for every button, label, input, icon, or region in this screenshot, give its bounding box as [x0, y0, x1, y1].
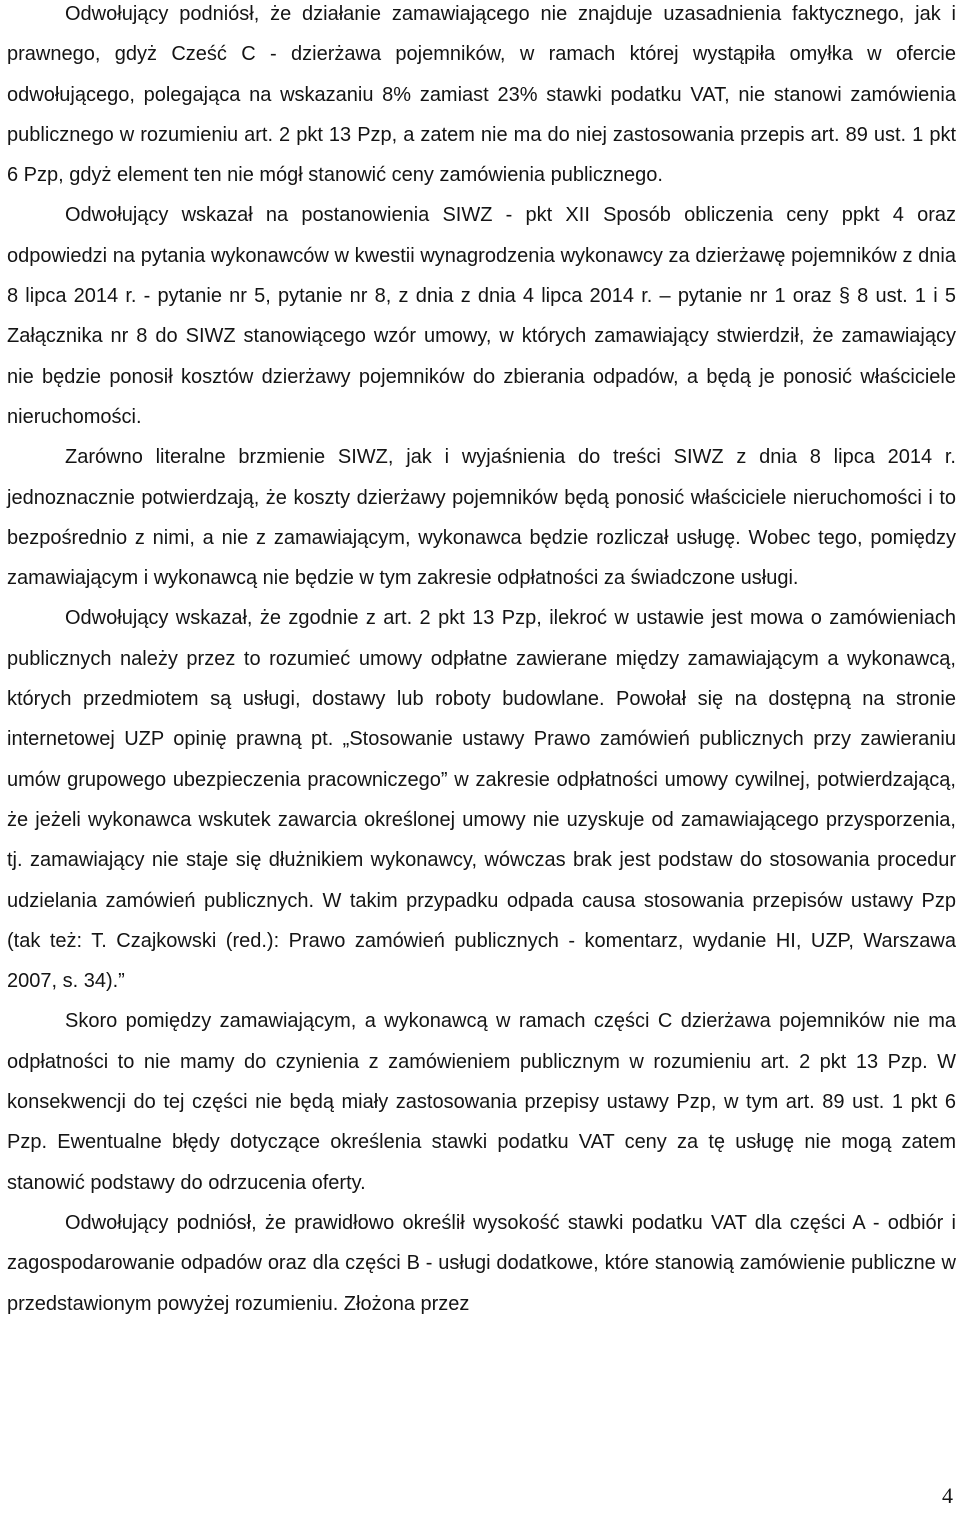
page-number: 4 [942, 1483, 953, 1508]
paragraph-4: Odwołujący wskazał, że zgodnie z art. 2 pkt 13 Pzp, ilekroć w ustawie jest mowa o zamówieniach publicznych należy przez to rozumieć umowy odpłatne zawierane między zamawiającym a wykonawcą, których przedmiotem są usługi, dostawy lub roboty budowlane. Powołał się na dostępną na stronie internetowej UZP opinię prawną pt. „Stosowanie ustawy Prawo zamówień publicznych przy zawieraniu umów grupowego ubezpieczenia pracowniczego” w zakresie odpłatności umowy cywilnej, potwierdzającą, że jeżeli wykonawca wskutek zawarcia określonej umowy nie uzyskuje od zamawiającego przysporzenia, tj. zamawiający nie staje się dłużnikiem wykonawcy, wówczas brak jest podstaw do stosowania procedur udzielania zamówień publicznych. W takim przypadku odpada causa stosowania przepisów ustawy Pzp (tak też: T. Czajkowski (red.): Prawo zamówień publicznych - komentarz, wydanie HI, UZP, Warszawa 2007, s. 34).” [7, 607, 956, 993]
paragraph-5: Skoro pomiędzy zamawiającym, a wykonawcą w ramach części C dzierżawa pojemników nie ma odpłatności to nie mamy do czynienia z zamówieniem publicznym w rozumieniu art. 2 pkt 13 Pzp. W konsekwencji do tej części nie będą miały zastosowania przepisy ustawy Pzp, w tym art. 89 ust. 1 pkt 6 Pzp. Ewentualne błędy dotyczące określenia stawki podatku VAT ceny za tę usługę nie mogą zatem stanowić podstawy do odrzucenia oferty. [7, 1010, 956, 1194]
paragraph-3: Zarówno literalne brzmienie SIWZ, jak i wyjaśnienia do treści SIWZ z dnia 8 lipca 2014 r. jednoznacznie potwierdzają, że koszty dzierżawy pojemników będą ponosić właściciele nieruchomości i to bezpośrednio z nimi, a nie z zamawiającym, wykonawca będzie rozliczał usługę. Wobec tego, pomiędzy zamawiającym i wykonawcą nie będzie w tym zakresie odpłatności za świadczone usługi. [7, 446, 956, 590]
paragraph-6: Odwołujący podniósł, że prawidłowo określił wysokość stawki podatku VAT dla części A - odbiór i zagospodarowanie odpadów oraz dla części B - usługi dodatkowe, które stanowią zamówienie publiczne w przedstawionym powyżej rozumieniu. Złożona przez [7, 1211, 956, 1315]
paragraph-2: Odwołujący wskazał na postanowienia SIWZ - pkt XII Sposób obliczenia ceny ppkt 4 oraz odpowiedzi na pytania wykonawców w kwestii wynagrodzenia wykonawcy za dzierżawę pojemników z dnia 8 lipca 2014 r. - pytanie nr 5, pytanie nr 8, z dnia z dnia 4 lipca 2014 r. – pytanie nr 1 oraz § 8 ust. 1 i 5 Załącznika nr 8 do SIWZ stanowiącego wzór umowy, w których zamawiający stwierdził, że zamawiający nie będzie ponosił kosztów dzierżawy pojemników do zbierania odpadów, a będą je ponosić właściciele nieruchomości. [7, 204, 956, 428]
document-body [7, 0, 956, 1324]
paragraph-1: Odwołujący podniósł, że działanie zamawiającego nie znajduje uzasadnienia faktycznego, jak i prawnego, gdyż Cześć C - dzierżawa pojemników, w ramach której wystąpiła omyłka w ofercie odwołującego, polegająca na wskazaniu 8% zamiast 23% stawki podatku VAT, nie stanowi zamówienia publicznego w rozumieniu art. 2 pkt 13 Pzp, a zatem nie ma do niej zastosowania przepis art. 89 ust. 1 pkt 6 Pzp, gdyż element ten nie mógł stanowić ceny zamówienia publicznego. [7, 3, 956, 187]
